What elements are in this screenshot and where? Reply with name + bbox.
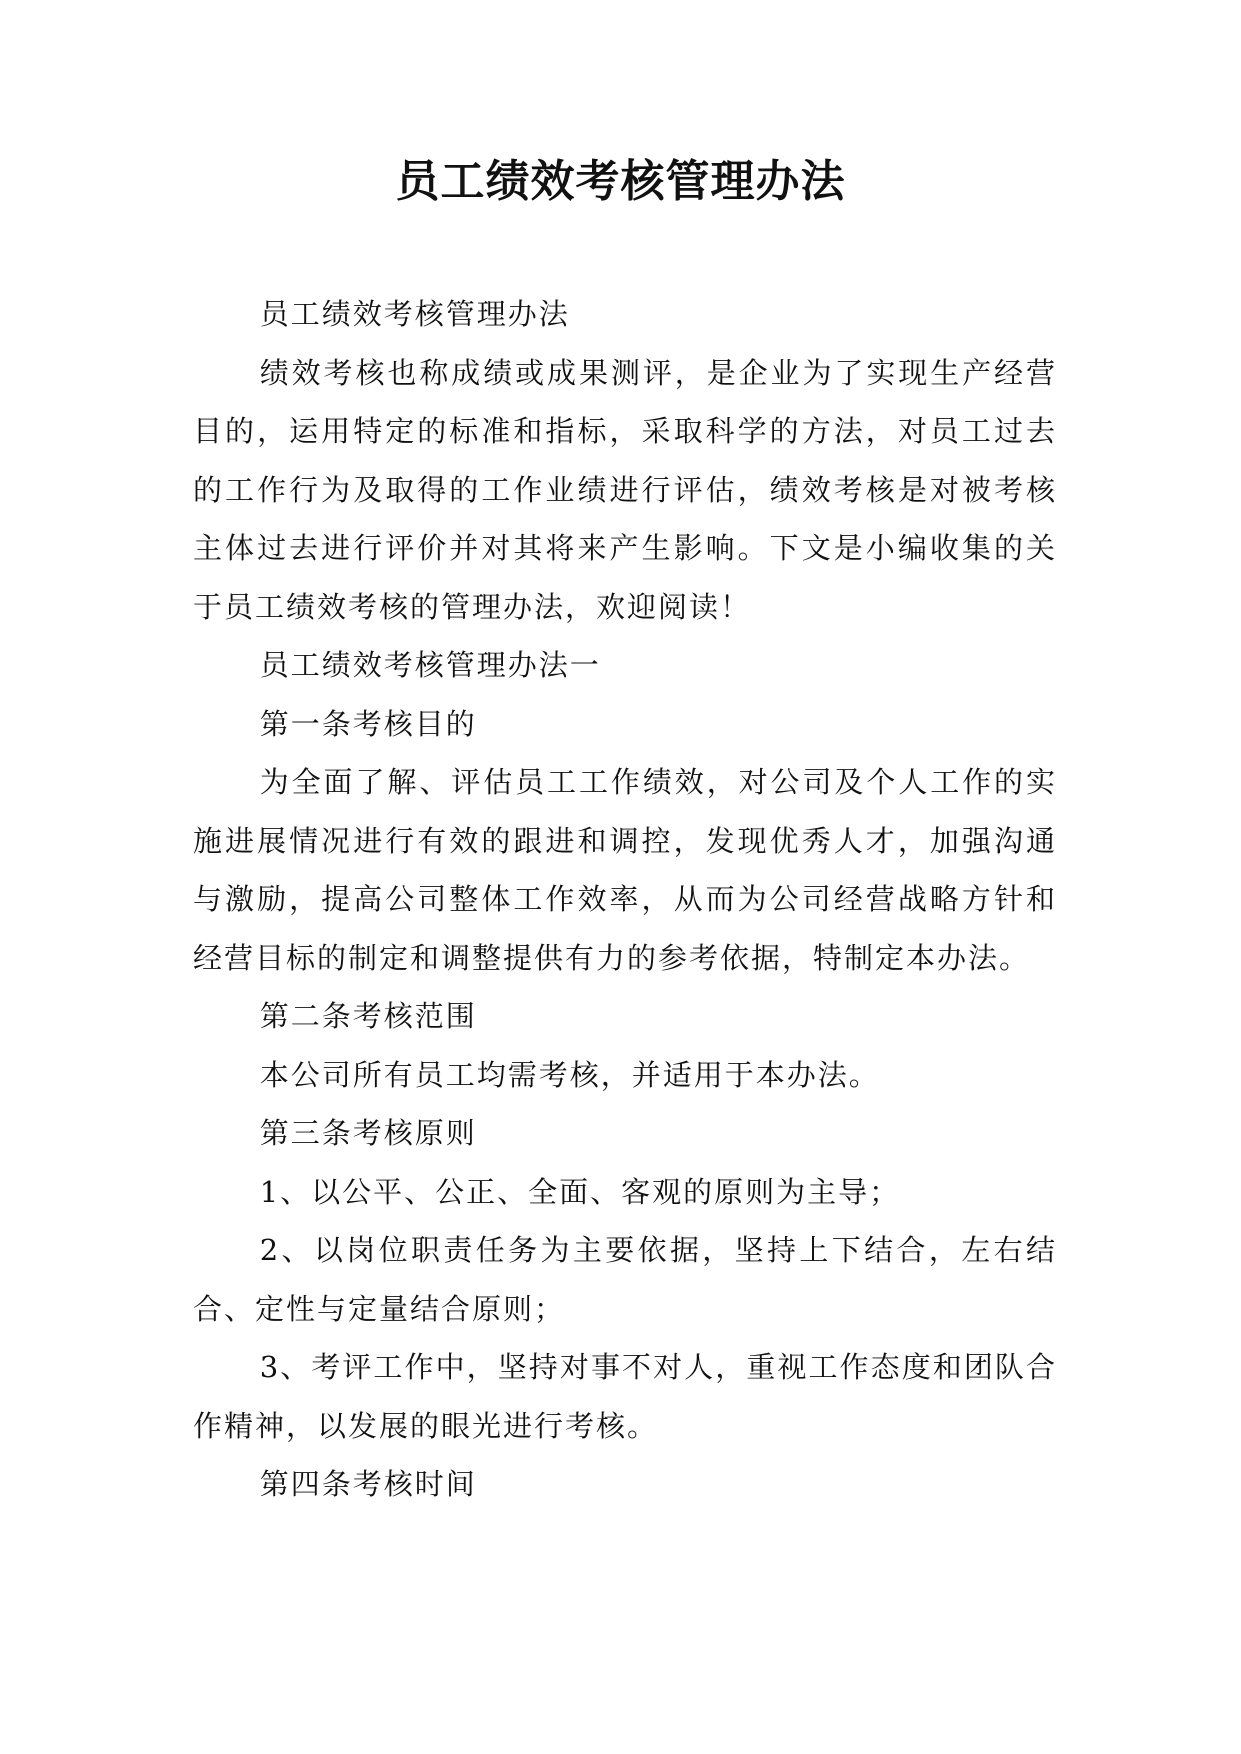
intro-paragraph: 绩效考核也称成绩或成果测评，是企业为了实现生产经营目的，运用特定的标准和指标，采取科学的方法，对员工过去的工作行为及取得的工作业绩进行评估，绩效考核是对被考核主体过去进行评价并对其将来产生影响。下文是小编收集的关于员工绩效考核的管理办法，欢迎阅读！ [193,355,1057,624]
principle-item: 1、以公平、公正、全面、客观的原则为主导； [259,1174,901,1209]
article-heading: 第三条考核原则 [259,1116,477,1150]
article-paragraph: 本公司所有员工均需考核，并适用于本办法。 [259,1057,880,1092]
article-heading: 第四条考核时间 [259,1467,477,1501]
article-heading: 第一条考核目的 [259,706,477,741]
principle-item: 2、以岗位职责任务为主要依据，坚持上下结合，左右结合、定性与定量结合原则； [193,1233,1057,1326]
article-heading: 第二条考核范围 [259,999,477,1033]
section-heading: 员工绩效考核管理办法一 [259,648,601,682]
article-paragraph: 为全面了解、评估员工工作绩效，对公司及个人工作的实施进展情况进行有效的跟进和调控，发现优秀人才，加强沟通与激励，提高公司整体工作效率，从而为公司经营战略方针和经营目标的制定和调整提供有力的参考依据，特制定本办法。 [193,765,1057,975]
document-body [193,285,1057,1514]
principle-item: 3、考评工作中，坚持对事不对人，重视工作态度和团队合作精神，以发展的眼光进行考核。 [193,1350,1057,1443]
subtitle-paragraph: 员工绩效考核管理办法 [259,297,570,331]
document-title: 员工绩效考核管理办法 [395,156,846,207]
